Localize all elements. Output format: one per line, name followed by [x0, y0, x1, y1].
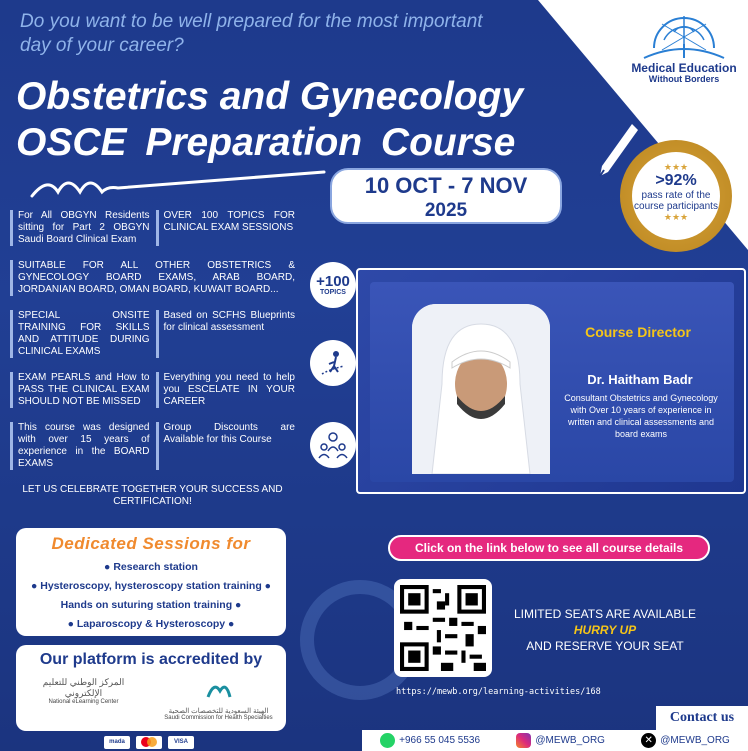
- globe-book-icon: [634, 10, 734, 62]
- x-contact[interactable]: ✕ @MEWB_ORG: [641, 733, 730, 748]
- director-name: Dr. Haitham Badr: [587, 372, 693, 387]
- contact-bar: [362, 730, 748, 751]
- pass-rate-badge: [620, 140, 732, 252]
- feature-row: [10, 422, 295, 470]
- climbing-person-icon: [310, 340, 356, 386]
- accreditation-box: [16, 645, 286, 731]
- session-item: Hands on suturing station training ●: [60, 599, 242, 611]
- feature-item: For All OBGYN Residents sitting for Part 2 OBGYN Saudi Board Clinical Exam: [10, 210, 150, 246]
- star-icon: ★★★: [663, 162, 689, 172]
- visa-card-icon: VISA: [168, 736, 194, 749]
- director-inner: [370, 282, 734, 482]
- course-url[interactable]: https://mewb.org/learning-activities/168: [396, 687, 601, 697]
- feature-row: [10, 372, 295, 408]
- pass-rate-value: >92%: [655, 172, 697, 189]
- dedicated-sessions-box: [16, 528, 286, 636]
- feature-item: EXAM PEARLS and How to PASS THE CLINICAL EXAM SHOULD NOT BE MISSED: [10, 372, 150, 408]
- feature-item: SUITABLE FOR ALL OTHER OBSTETRICS & GYNECOLOGY BOARD EXAMS, ARAB BOARD, JORDANIAN BOARD, OMAN BOARD, KUWAIT BOARD...: [10, 260, 295, 296]
- mastercard-icon: [136, 736, 162, 749]
- feature-item: SPECIAL ONSITE TRAINING FOR SKILLS AND ATTITUDE DURING CLINICAL EXAMS: [10, 310, 150, 358]
- accreditation-title: Our platform is accredited by: [39, 651, 263, 668]
- course-details-link[interactable]: Click on the link below to see all course details: [388, 535, 710, 561]
- nelc-logo: المركز الوطني للتعليم الإلكتروني National eLearning Center: [42, 677, 125, 705]
- x-icon: ✕: [641, 733, 656, 748]
- dates-year: 2025: [424, 200, 468, 221]
- features-list: [10, 210, 295, 508]
- pass-rate-text: pass rate of the course participants: [634, 190, 718, 212]
- director-photo: [412, 304, 550, 474]
- seats-line1: LIMITED SEATS ARE AVAILABLE: [513, 607, 697, 621]
- hurry-up: HURRY UP: [573, 623, 637, 637]
- whatsapp-contact[interactable]: +966 55 045 5536: [380, 733, 480, 748]
- sessions-title: Dedicated Sessions for: [51, 534, 251, 553]
- director-description: Consultant Obstetrics and Gynecology with Over 10 years of experience in written and clinical assessments and board exams: [564, 393, 718, 439]
- logo-subtitle: Without Borders: [648, 74, 720, 84]
- course-director-label: Course Director: [585, 324, 691, 340]
- session-item: ● Laparoscopy & Hysteroscopy ●: [67, 618, 235, 630]
- feature-row: [10, 210, 295, 246]
- mewb-logo: [625, 10, 743, 85]
- topics-label: TOPICS: [320, 288, 346, 296]
- session-item: ● Research station: [104, 561, 198, 573]
- contact-title: Contact us: [656, 706, 748, 730]
- feature-item: Based on SCFHS Blueprints for clinical assessment: [156, 310, 296, 358]
- logo-name: Medical Education: [631, 61, 737, 75]
- seats-line3: AND RESERVE YOUR SEAT: [526, 639, 684, 653]
- feature-item: This course was designed with over 15 years of experience in the BOARD EXAMS: [10, 422, 150, 470]
- instagram-icon: [516, 733, 531, 748]
- course-title: [16, 74, 616, 166]
- feature-item: Everything you need to help you ESCELATE IN YOUR CAREER: [156, 372, 296, 408]
- mada-card-icon: mada: [104, 736, 130, 749]
- qr-code-icon: [400, 585, 486, 671]
- group-icon: [310, 422, 356, 468]
- topics-icon: [310, 262, 356, 308]
- scfhs-icon: [204, 677, 234, 703]
- feature-row: [10, 310, 295, 358]
- sessions-list: [16, 558, 286, 634]
- scribble-decoration: [28, 166, 328, 202]
- topics-number: +100: [316, 272, 350, 290]
- celebrate-text: LET US CELEBRATE TOGETHER YOUR SUCCESS AND CERTIFICATION!: [22, 484, 283, 507]
- tagline: Do you want to be well prepared for the most important day of your career?: [20, 11, 483, 56]
- session-item: ● Hysteroscopy, hysteroscopy station training ●: [30, 580, 272, 592]
- star-icon: ★★★: [663, 212, 689, 222]
- course-title-line2: OSCE Preparation Course: [16, 121, 516, 164]
- feature-item: OVER 100 TOPICS FOR CLINICAL EXAM SESSIONS: [156, 210, 296, 246]
- whatsapp-icon: [380, 733, 395, 748]
- dates-range: 10 OCT - 7 NOV: [364, 173, 528, 198]
- pass-rate-inner: [632, 152, 720, 240]
- accreditation-logos: [16, 677, 286, 721]
- instagram-contact[interactable]: @MEWB_ORG: [516, 733, 605, 748]
- course-dates: [330, 168, 562, 224]
- payment-methods: [104, 736, 194, 749]
- qr-code[interactable]: [394, 579, 492, 677]
- scfhs-logo: الهيئة السعودية للتخصصات الصحية Saudi Commission for Health Specialties: [164, 677, 274, 721]
- limited-seats: [500, 606, 710, 654]
- feature-item: Group Discounts are Available for this Course: [156, 422, 296, 470]
- course-director-card: [356, 268, 746, 494]
- course-title-line1: Obstetrics and Gynecology: [16, 75, 524, 118]
